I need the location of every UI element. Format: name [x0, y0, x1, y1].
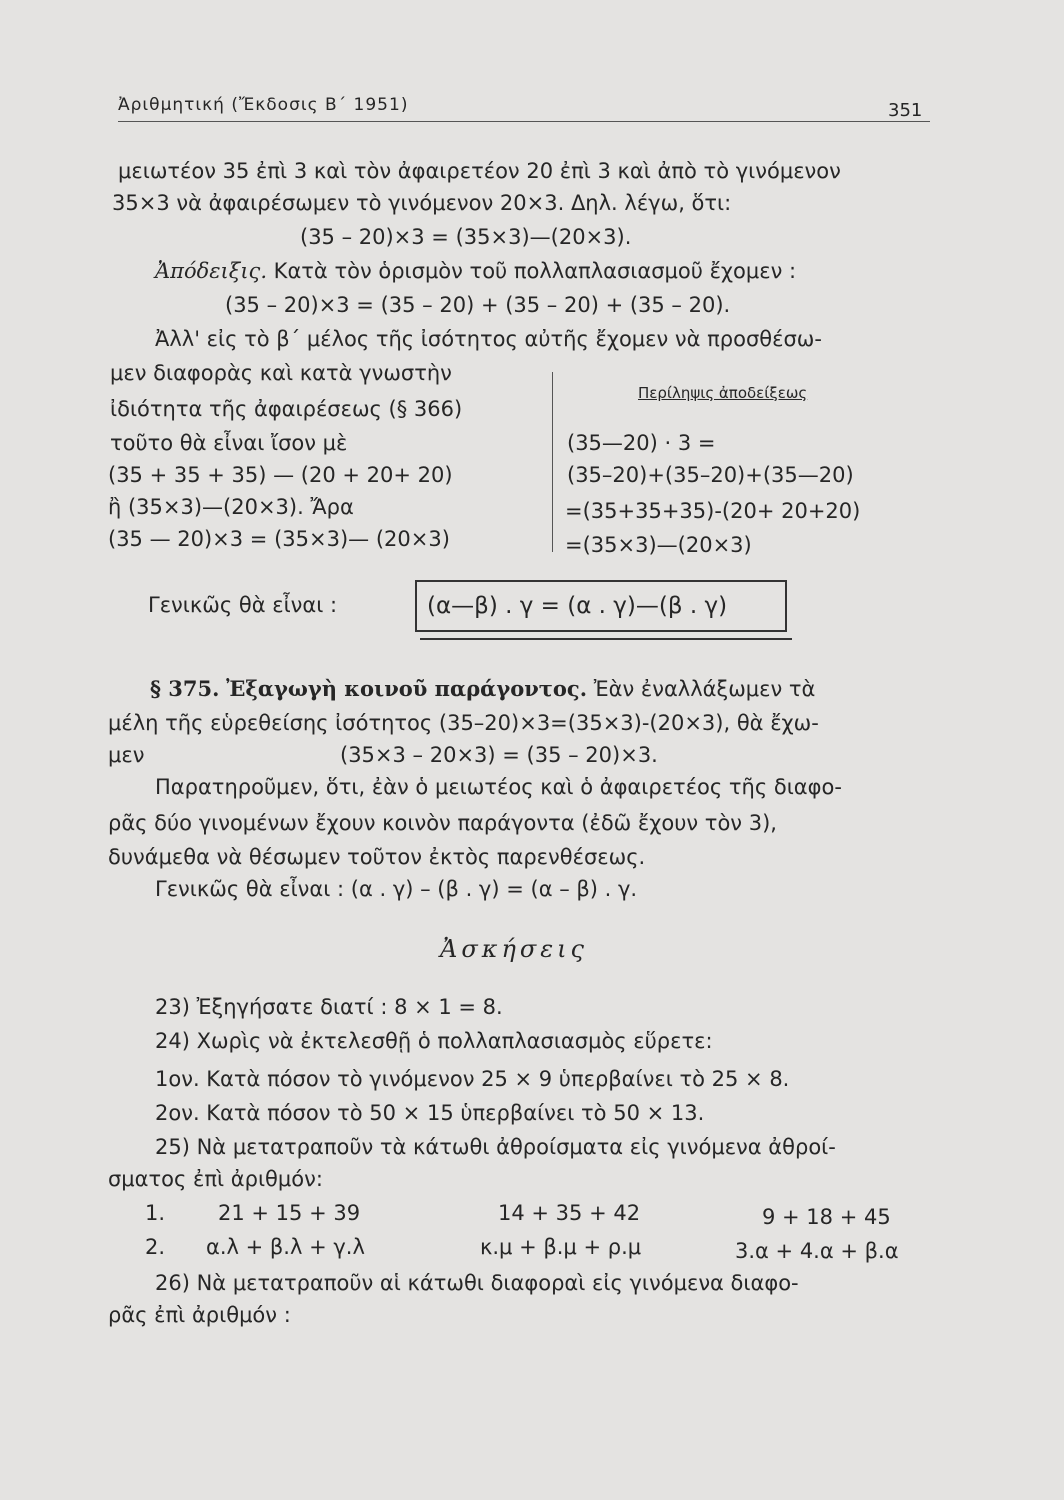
exercise-26-b: ρᾶς ἐπὶ ἀριθμόν : — [108, 1303, 291, 1327]
general-label: Γενικῶς θὰ εἶναι : — [148, 593, 338, 617]
section-number: § 375. — [150, 676, 220, 701]
row2-num: 2. — [145, 1235, 166, 1259]
intro-line-1: μειωτέον 35 ἐπὶ 3 καὶ τὸν ἀφαιρετέον 20 ἐπὶ 3 καὶ ἀπὸ τὸ γινόμενον — [118, 159, 841, 183]
section-375-formula: (35×3 – 20×3) = (35 – 20)×3. — [340, 743, 658, 767]
formula-1: (35 – 20)×3 = (35×3)—(20×3). — [300, 225, 632, 249]
exercise-24: 24) Χωρὶς νὰ ἐκτελεσθῇ ὁ πολλαπλασιασμὸς εὕρετε: — [155, 1029, 713, 1053]
column-divider — [552, 372, 553, 552]
general-formula-box: (α—β) . γ = (α . γ)—(β . γ) — [415, 580, 787, 632]
row2-sum-1: α.λ + β.λ + γ.λ — [206, 1235, 365, 1259]
row1-sum-3: 9 + 18 + 45 — [762, 1205, 891, 1229]
section-375-heading — [150, 676, 815, 702]
proof-line — [155, 258, 796, 284]
row2-sum-3: 3.α + 4.α + β.α — [735, 1239, 899, 1263]
exercise-25-a: 25) Νὰ μετατραποῦν τὰ κάτωθι ἀθροίσματα εἰς γινόμενα ἀθροί- — [155, 1135, 836, 1159]
section-title: Ἐξαγωγὴ κοινοῦ παράγοντος. — [226, 676, 588, 701]
page-number: 351 — [888, 100, 923, 121]
left-col-line-4: (35 + 35 + 35) — (20 + 20+ 20) — [108, 463, 453, 487]
summary-title: Περίληψις ἀποδείξεως — [638, 384, 808, 402]
para-line-3: δυνάμεθα νὰ θέσωμεν τοῦτον ἐκτὸς παρενθέσεως. — [108, 845, 646, 869]
exercise-24-2: 2ον. Κατὰ πόσον τὸ 50 × 15 ὑπερβαίνει τὸ 50 × 13. — [155, 1101, 705, 1125]
running-header: Ἀριθμητική (Ἔκδοσις Β΄ 1951) — [118, 95, 409, 115]
exercise-25-b: σματος ἐπὶ ἀριθμόν: — [108, 1167, 323, 1191]
section-375-line-3a: μεν — [108, 743, 145, 767]
row1-sum-2: 14 + 35 + 42 — [498, 1201, 641, 1225]
left-col-line-6: (35 — 20)×3 = (35×3)— (20×3) — [108, 527, 450, 551]
left-col-line-2: ἰδιότητα τῆς ἀφαιρέσεως (§ 366) — [110, 397, 463, 421]
summary-line-1: (35—20) · 3 = — [567, 431, 716, 455]
exercise-23: 23) Ἐξηγήσατε διατί : 8 × 1 = 8. — [155, 995, 503, 1019]
exercise-26-a: 26) Νὰ μετατραποῦν αἱ κάτωθι διαφοραὶ εἰς γινόμενα διαφο- — [155, 1271, 799, 1295]
intro-line-2: 35×3 νὰ ἀφαιρέσωμεν τὸ γινόμενον 20×3. Δηλ. λέγω, ὅτι: — [112, 191, 732, 215]
proof-label: Ἀπόδειξις. — [155, 259, 267, 283]
row1-sum-1: 21 + 15 + 39 — [218, 1201, 361, 1225]
formula-2: (35 – 20)×3 = (35 – 20) + (35 – 20) + (35 – 20). — [225, 293, 731, 317]
summary-line-2: (35–20)+(35–20)+(35—20) — [567, 463, 854, 487]
row2-sum-2: κ.μ + β.μ + ρ.μ — [480, 1235, 642, 1259]
para-line-1: Παρατηροῦμεν, ὅτι, ἐὰν ὁ μειωτέος καὶ ὁ ἀφαιρετέος τῆς διαφο- — [155, 775, 842, 799]
header-rule — [118, 121, 930, 122]
intro-line-3: Ἀλλ' εἰς τὸ β΄ μέλος τῆς ἰσότητος αὐτῆς ἔχομεν νὰ προσθέσω- — [155, 327, 822, 351]
summary-line-4: =(35×3)—(20×3) — [565, 533, 752, 557]
row1-num: 1. — [145, 1201, 166, 1225]
box-underline — [420, 638, 792, 640]
left-col-line-5: ἢ (35×3)—(20×3). Ἄρα — [108, 495, 354, 519]
exercises-heading: Ἀσκήσεις — [440, 935, 588, 963]
left-col-line-1: μεν διαφορὰς καὶ κατὰ γνωστὴν — [110, 361, 452, 385]
left-col-line-3: τοῦτο θὰ εἶναι ἴσον μὲ — [110, 431, 348, 455]
exercise-24-1: 1ον. Κατὰ πόσον τὸ γινόμενον 25 × 9 ὑπερβαίνει τὸ 25 × 8. — [155, 1067, 790, 1091]
section-375-general: Γενικῶς θὰ εἶναι : (α . γ) – (β . γ) = (α – β) . γ. — [155, 877, 638, 901]
para-line-2: ρᾶς δύο γινομένων ἔχουν κοινὸν παράγοντα (ἐδῶ ἔχουν τὸν 3), — [108, 811, 777, 835]
proof-text: Κατὰ τὸν ὁρισμὸν τοῦ πολλαπλασιασμοῦ ἔχομεν : — [267, 259, 797, 283]
summary-line-3: =(35+35+35)-(20+ 20+20) — [565, 499, 861, 523]
section-375-line-2: μέλη τῆς εὑρεθείσης ἰσότητος (35–20)×3=(35×3)-(20×3), θὰ ἔχω- — [108, 711, 819, 735]
section-375-line-1: Ἐὰν ἐναλλάξωμεν τὰ — [587, 677, 816, 701]
